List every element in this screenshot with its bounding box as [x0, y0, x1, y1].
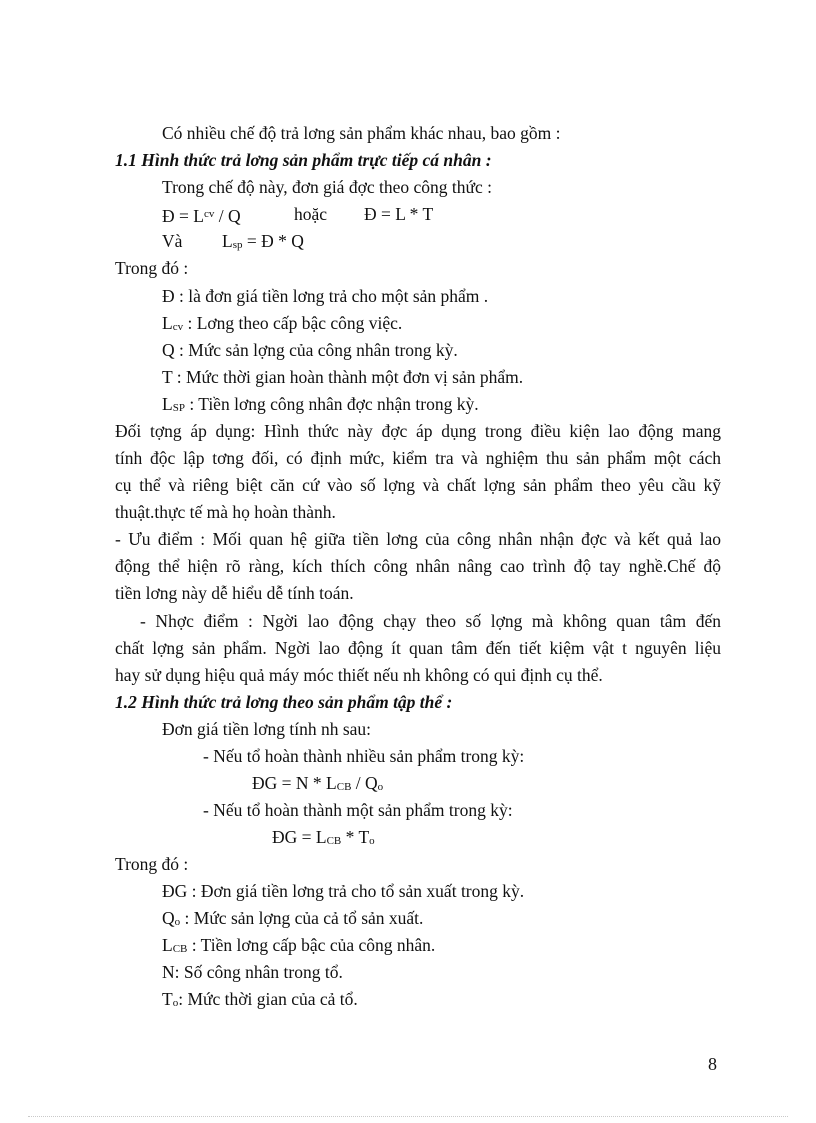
formula-mid: * T: [341, 827, 370, 847]
formula-intro: Trong chế độ này, đơn giá đợc theo công thức :: [162, 177, 492, 197]
def-text: : Tiền lơng cấp bậc của công nhân.: [187, 935, 436, 955]
cons-line: hay sử dụng hiệu quả máy móc thiết nếu nh không có qui định cụ thể.: [115, 665, 603, 685]
def-text: : Tiền lơng công nhân đợc nhận trong kỳ.: [184, 394, 479, 414]
def-symbol: Đ: [162, 286, 175, 306]
def-symbol: ĐG: [162, 881, 188, 901]
formula-group-many: [252, 772, 383, 798]
apply-line: tính độc lập tơng đối, có định mức, kiểm tra và nghiệm thu sản phẩm một cách: [115, 448, 721, 468]
def-symbol: T: [162, 367, 173, 387]
formula-group-one: [272, 826, 375, 852]
apply-line: thuật.thực tế mà họ hoàn thành.: [115, 502, 336, 522]
cons-line: chất lợng sản phẩm. Ngời lao động ít quan tâm đến tiết kiệm vật t nguyên liệu: [115, 638, 721, 658]
apply-line: Đối tợng áp dụng: Hình thức này đợc áp dụng trong điều kiện lao động mang: [115, 421, 721, 441]
def-symbol: L: [162, 394, 173, 414]
def-text: : Mức thời gian của cả tổ.: [178, 989, 358, 1009]
footer-divider: [28, 1116, 788, 1117]
formula-sub: o: [369, 835, 375, 847]
case-2: - Nếu tổ hoàn thành một sản phẩm trong kỳ:: [203, 800, 513, 820]
section-1-1-heading: 1.1 Hình thức trả lơng sản phẩm trực tiếp cá nhân :: [115, 150, 492, 170]
formula-mid: / Q: [351, 773, 378, 793]
calc-intro: Đơn giá tiền lơng tính nh sau:: [162, 719, 372, 739]
section-1-2-heading: 1.2 Hình thức trả lơng theo sản phẩm tập thể :: [115, 692, 453, 712]
def-symbol: Q: [162, 340, 175, 360]
def-text: : Số công nhân trong tổ.: [174, 962, 343, 982]
apply-line: cụ thể và riêng biệt căn cứ vào số lợng và chất lợng sản phẩm theo yêu cầu kỹ: [115, 475, 721, 495]
def-sub: CB: [172, 943, 188, 955]
definition-item: [162, 880, 524, 902]
page-number: 8: [708, 1054, 717, 1074]
formula-sub: o: [377, 781, 384, 793]
def-sub: o: [172, 997, 179, 1009]
def-sub: SP: [172, 402, 185, 414]
formula-rest2: = Đ * Q: [242, 231, 304, 251]
formula-product-wage: [162, 230, 304, 252]
definition-item: [162, 934, 435, 960]
where-label-1: Trong đó :: [115, 258, 189, 278]
def-sub: cv: [172, 321, 184, 333]
definition-item: [162, 366, 523, 388]
where-label-2: Trong đó :: [115, 854, 189, 874]
def-sub: o: [174, 916, 181, 928]
definition-item: [162, 285, 488, 307]
definition-item: [162, 907, 423, 933]
formula-sup: cv: [203, 208, 215, 220]
def-text: : Mức sản lợng của cả tổ sản xuất.: [180, 908, 424, 928]
def-text: : Đơn giá tiền lơng trả cho tổ sản xuất trong kỳ.: [187, 881, 525, 901]
formula-l: L: [222, 231, 233, 251]
def-text: : là đơn giá tiền lơng trả cho một sản phẩm .: [174, 286, 489, 306]
def-symbol: Q: [162, 908, 175, 928]
formula-lead: Và: [162, 231, 183, 251]
def-text: : Mức thời gian hoàn thành một đơn vị sản phẩm.: [172, 367, 524, 387]
formula-or: hoặc: [294, 204, 328, 224]
formula-alt: Đ = L * T: [364, 204, 434, 224]
pros-line: động thể hiện rõ ràng, kích thích công nhân nâng cao trình độ tay nghề.Chế độ: [115, 556, 721, 576]
definition-item: [162, 961, 343, 983]
formula-lhs: Đ = L: [162, 206, 204, 226]
intro-text: Có nhiều chế độ trả lơng sản phẩm khác nhau, bao gồm :: [162, 123, 561, 143]
def-symbol: T: [162, 989, 173, 1009]
def-symbol: N: [162, 962, 175, 982]
case-1: - Nếu tổ hoàn thành nhiều sản phẩm trong kỳ:: [203, 746, 525, 766]
pros-line: tiền lơng này dễ hiểu dễ tính toán.: [115, 583, 354, 603]
def-text: : Lơng theo cấp bậc công việc.: [183, 313, 403, 333]
formula-lhs: ĐG = L: [272, 827, 327, 847]
formula-rest: / Q: [214, 206, 241, 226]
formula-sub: CB: [336, 781, 352, 793]
formula-lhs: ĐG = N * L: [252, 773, 337, 793]
definition-item: [162, 339, 458, 361]
pros-line: - Ưu điểm : Mối quan hệ giữa tiền lơng của công nhân nhận đợc và kết quả lao: [115, 529, 721, 549]
def-symbol: L: [162, 935, 173, 955]
cons-line: - Nhợc điểm : Ngời lao động chạy theo số lợng mà không quan tâm đến: [140, 611, 721, 631]
def-text: : Mức sản lợng của công nhân trong kỳ.: [174, 340, 458, 360]
formula-sub: sp: [232, 239, 243, 251]
definition-item: [162, 393, 479, 419]
definition-item: [162, 312, 402, 338]
definition-item: [162, 988, 358, 1014]
def-symbol: L: [162, 313, 173, 333]
formula-unit-price: [162, 203, 434, 227]
formula-sub: CB: [326, 835, 342, 847]
